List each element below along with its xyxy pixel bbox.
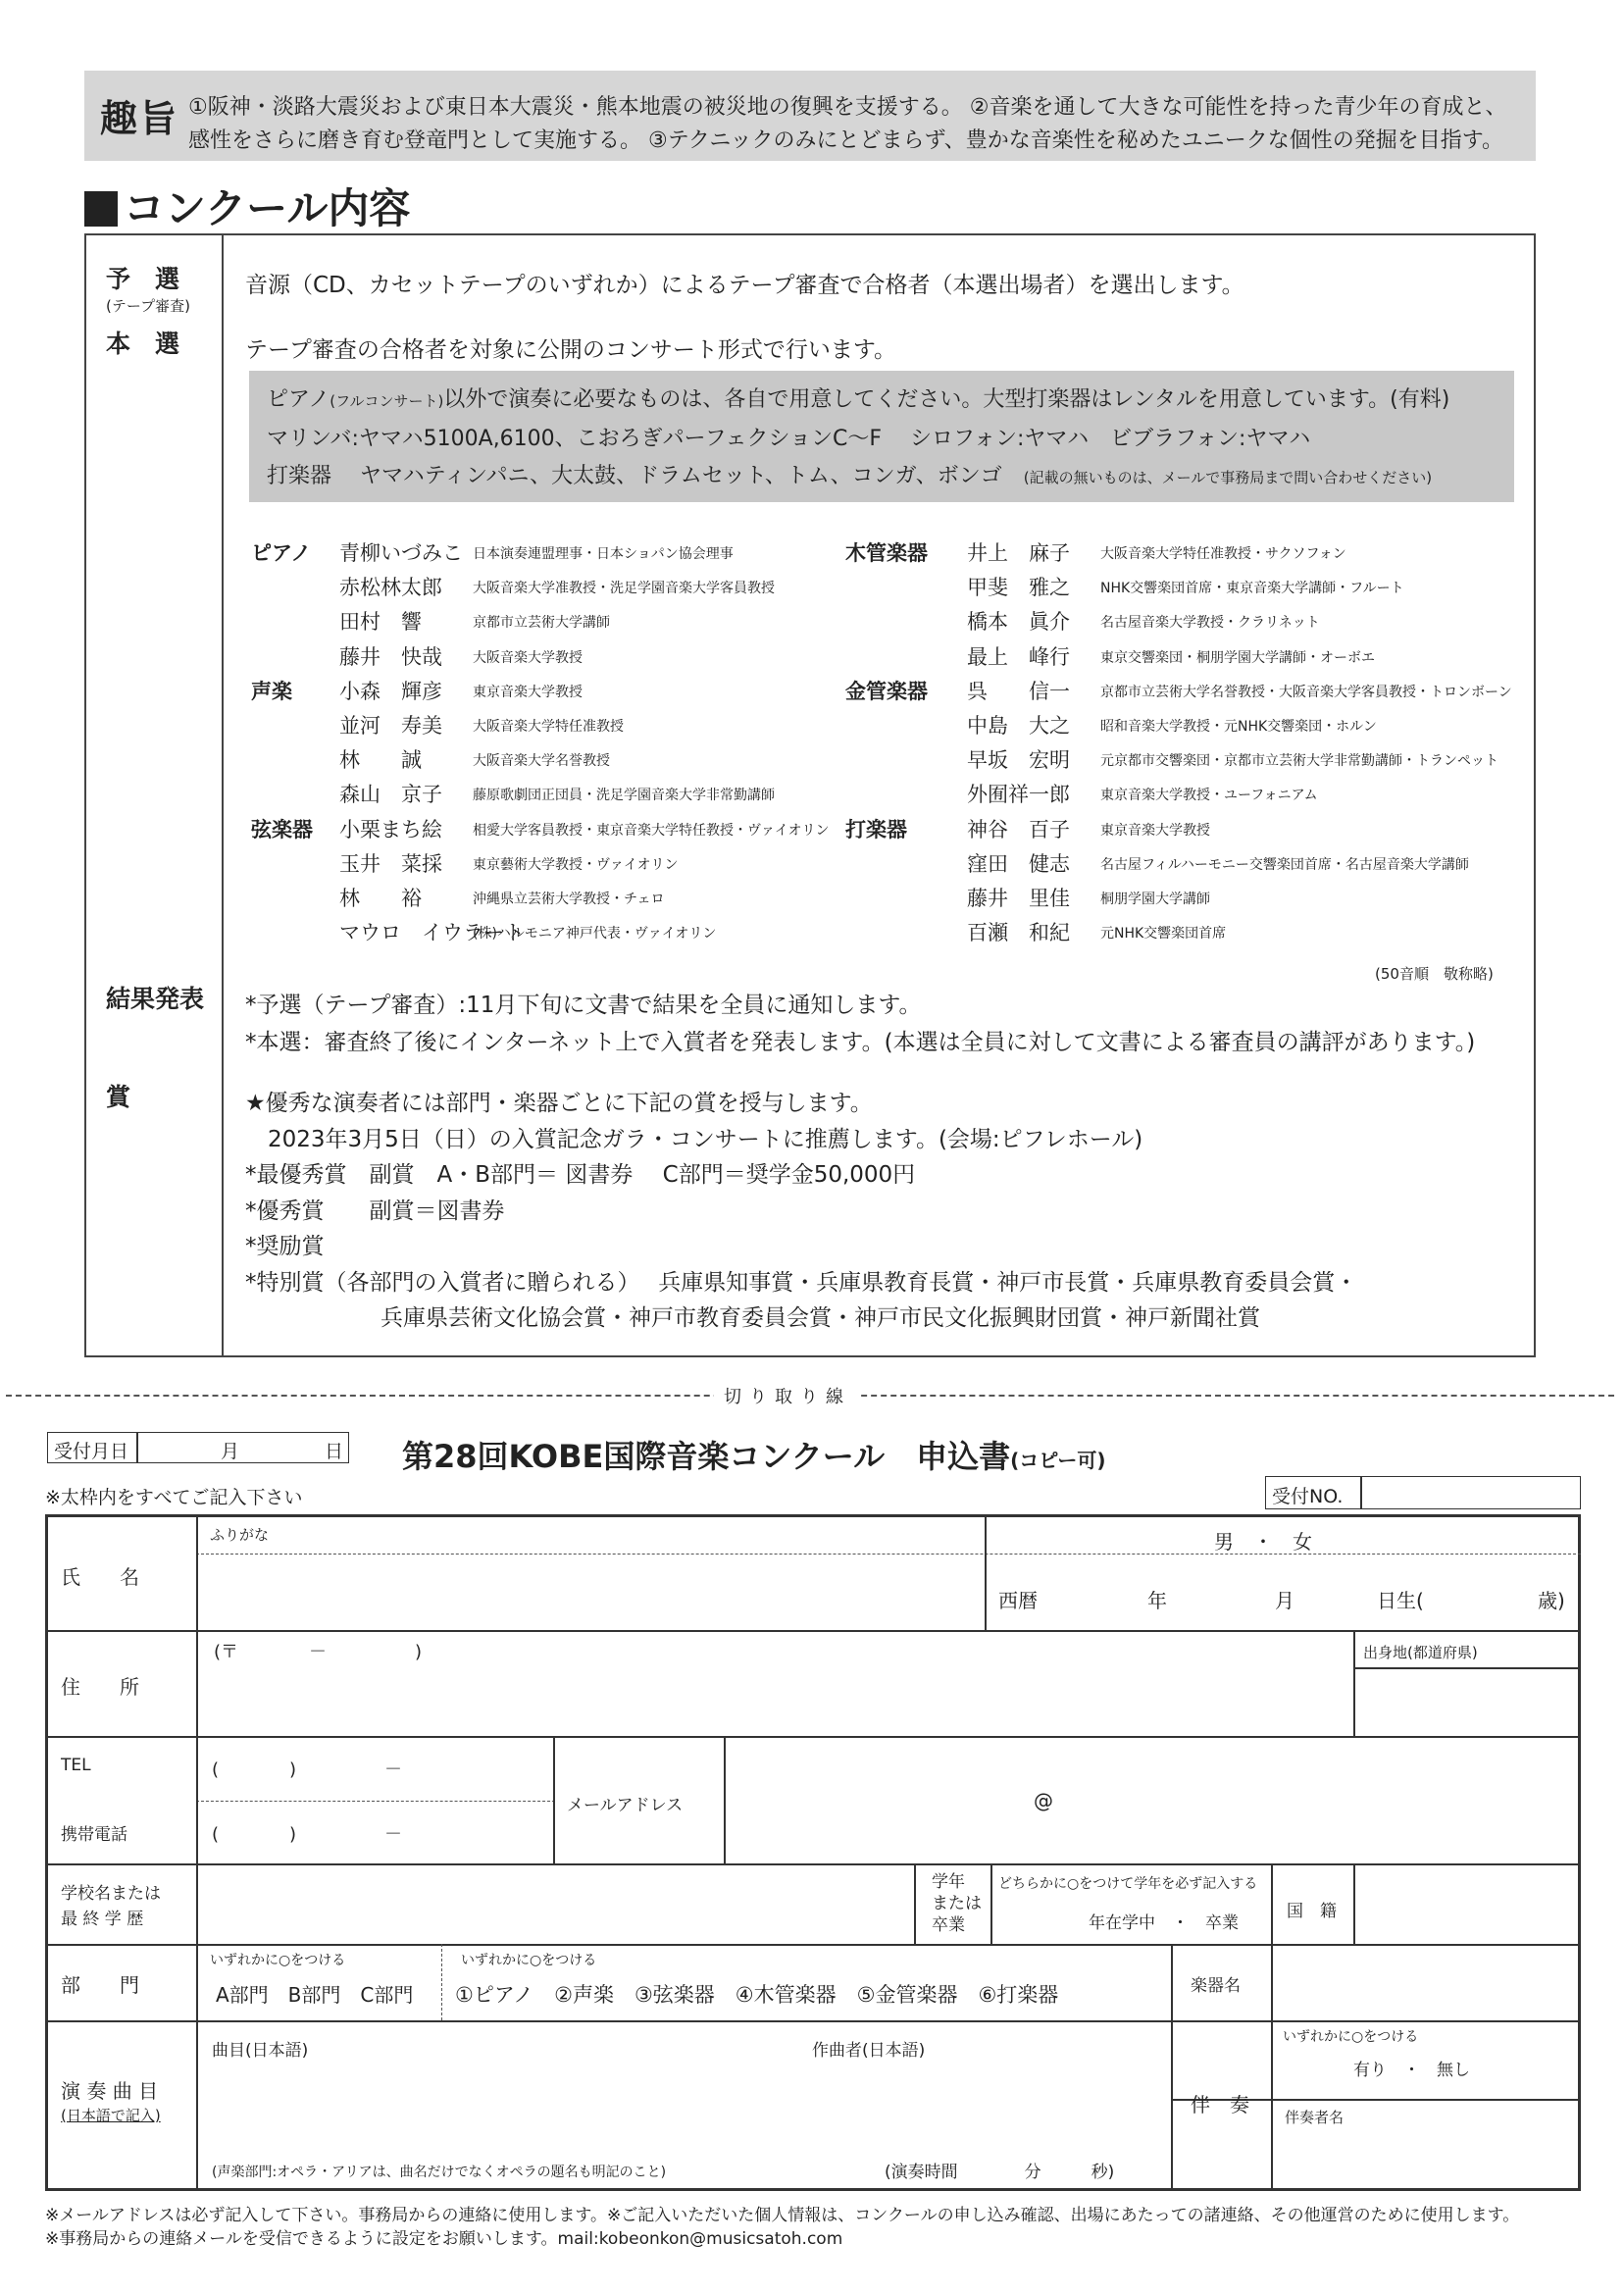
prize-line: 2023年3月5日（日）の入賞記念ガラ・コンサートに推薦します。(会場:ピフレホール)	[245, 1126, 1143, 1152]
department-label: 部 門	[61, 1973, 139, 1997]
result-label: 結果発表	[106, 985, 205, 1013]
gender-options[interactable]: 男 ・ 女	[1214, 1530, 1312, 1554]
judge-category: 弦楽器	[251, 817, 313, 841]
judge-name: 森山 京子	[339, 783, 442, 807]
form-line	[724, 1736, 726, 1863]
judge-description: 東京藝術大学教授・ヴァイオリン	[473, 856, 679, 873]
form-dash-line	[196, 1801, 555, 1802]
judge-name: 田村 響	[339, 610, 422, 635]
birth-day: 日生(	[1377, 1589, 1424, 1612]
judge-description: 京都市立芸術大学講師	[473, 615, 610, 632]
judge-description: 東京音楽大学教授	[473, 684, 583, 700]
duration-field[interactable]: (演奏時間 分 秒)	[885, 2163, 1115, 2182]
prize-line: *特別賞（各部門の入賞者に贈られる） 兵庫県知事賞・兵庫県教育長賞・神戸市長賞・兵庫県教育委員会賞・	[245, 1269, 1358, 1296]
judge-name: 林 誠	[339, 748, 422, 773]
judge-description: 京都市立芸術大学名誉教授・大阪音楽大学客員教授・トロンボーン	[1100, 684, 1512, 700]
form-dash-line	[441, 1944, 442, 2020]
accompaniment-note: いずれかに○をつける	[1283, 2029, 1419, 2045]
judge-description: 昭和音楽大学教授・元NHK交響楽団・ホルン	[1100, 719, 1377, 735]
judge-description: 東京交響楽団・桐朋学園大学講師・オーボエ	[1100, 649, 1375, 666]
prelim-text: 音源（CD、カセットテープのいずれか）によるテープ審査で合格者（本選出場者）を選出します。	[245, 273, 1244, 298]
purpose-banner	[84, 71, 1536, 161]
judge-name: 窪田 健志	[967, 851, 1070, 876]
prize-label: 賞	[106, 1083, 131, 1111]
section-marker	[84, 191, 118, 227]
receipt-number-divider	[1360, 1477, 1362, 1508]
form-line	[45, 2020, 1581, 2022]
form-line	[45, 1630, 1581, 1632]
piece-note: (声楽部門:オペラ・アリアは、曲名だけでなくオペラの題名も明記のこと)	[212, 2165, 667, 2180]
judge-name: 外囿祥一郎	[967, 783, 1070, 807]
accompaniment-label: 伴 奏	[1191, 2093, 1249, 2116]
piece-sub-label: (日本語で記入)	[61, 2107, 161, 2124]
form-line	[1353, 1667, 1581, 1669]
judge-description: 名古屋フィルハーモニー交響楽団首席・名古屋音楽大学講師	[1100, 856, 1469, 873]
cut-label: 切り取り線	[714, 1383, 861, 1408]
fill-note: ※太枠内をすべてご記入下さい	[45, 1487, 303, 1508]
judge-description: NHK交響楽団首席・東京音楽大学講師・フルート	[1100, 581, 1404, 597]
instrument-note: いずれかに○をつける	[461, 1953, 597, 1968]
instrument-info-line-1: ピアノ(フルコンサート)以外で演奏に必要なものは、各自で用意してください。大型打楽器はレンタルを用意しています。(有料)	[267, 387, 1450, 412]
final-text: テープ審査の合格者を対象に公開のコンサート形式で行います。	[245, 337, 897, 363]
address-label: 住 所	[61, 1675, 139, 1699]
result-line-2: *本選：審査終了後にインターネット上で入賞者を発表します。(本選は全員に対して文書による審査員の講評があります。)	[245, 1030, 1476, 1055]
judge-description: 日本演奏連盟理事・日本ショパン協会理事	[473, 546, 734, 562]
accompanist-name-label: 伴奏者名	[1285, 2109, 1345, 2126]
instrument-options[interactable]: ①ピアノ ②声楽 ③弦楽器 ④木管楽器 ⑤金管楽器 ⑥打楽器	[455, 1983, 1059, 2007]
form-line	[45, 1863, 1581, 1865]
final-label: 本 選	[106, 330, 180, 358]
judge-description: 元京都市交響楽団・京都市立芸術大学非常勤講師・トランペット	[1100, 753, 1498, 770]
judge-name: 橋本 眞介	[967, 610, 1070, 635]
receipt-month: 月	[221, 1441, 240, 1462]
form-line	[553, 1736, 555, 1863]
judge-description: 大阪音楽大学特任准教授・サクソフォン	[1100, 546, 1346, 562]
email-field[interactable]: @	[1034, 1789, 1053, 1812]
origin-label: 出身地(都道府県)	[1363, 1644, 1478, 1661]
mobile-field[interactable]: ( ) －	[212, 1824, 403, 1845]
birth-age: 歳)	[1538, 1589, 1565, 1612]
judge-name: 早坂 宏明	[967, 748, 1070, 773]
form-line	[1353, 1863, 1355, 1944]
composer-label: 作曲者(日本語)	[812, 2041, 926, 2061]
accompaniment-options[interactable]: 有り ・ 無し	[1353, 2061, 1470, 2080]
prize-line: ★優秀な演奏者には部門・楽器ごとに下記の賞を授与します。	[245, 1091, 873, 1116]
name-input[interactable]	[206, 1540, 971, 1626]
judge-name: 藤井 里佳	[967, 887, 1070, 910]
grade-note: どちらかに○をつけて学年を必ず記入する	[998, 1876, 1258, 1892]
school-label-1: 学校名または	[61, 1884, 161, 1904]
receipt-number-label: 受付NO.	[1272, 1486, 1344, 1507]
section-title-text: コンクール内容	[124, 184, 411, 232]
judge-name: 井上 麻子	[967, 541, 1070, 565]
furigana-label: ふりがな	[210, 1526, 270, 1544]
judge-description: 沖縄県立芸術大学教授・チェロ	[473, 892, 665, 907]
instrument-info-line-2: マリンバ:ヤマハ5100A,6100、こおろぎパーフェクションC〜F シロフォン:ヤマハ ビブラフォン:ヤマハ	[267, 427, 1311, 451]
footer-line-2: ※事務局からの連絡メールを受信できるように設定をお願いします。mail:kobeonkon@musicsatoh.com	[45, 2229, 843, 2249]
form-line	[985, 1514, 987, 1630]
prize-line: *優秀賞 副賞＝図書券	[245, 1198, 505, 1224]
judge-name: 玉井 菜採	[339, 851, 442, 876]
judge-name: 神谷 百子	[967, 817, 1070, 841]
prelim-label: 予 選 (テープ審査)	[106, 265, 190, 315]
purpose-line-1: ①阪神・淡路大震災および東日本大震災・熊本地震の被災地の復興を支援する。 ②音楽を通して大きな可能性を持った青少年の育成と、	[188, 95, 1507, 120]
birth-year: 年	[1147, 1589, 1167, 1612]
receipt-date-box	[47, 1432, 349, 1463]
name-label: 氏 名	[61, 1565, 139, 1589]
form-line	[1271, 1863, 1273, 1944]
judge-description: 東京音楽大学教授	[1100, 822, 1210, 839]
judge-name: 中島 大之	[967, 714, 1070, 738]
judges-note: (50音順 敬称略)	[1375, 965, 1494, 983]
tel-field[interactable]: ( ) －	[212, 1759, 403, 1780]
footer-line-1: ※メールアドレスは必ず記入して下さい。事務局からの連絡に使用します。※ご記入いただいた個人情報は、コンクールの申し込み確認、出場にあたっての諸連絡、その他運営のために使用します。	[45, 2206, 1520, 2225]
judge-description: 大阪音楽大学准教授・洗足学園音楽大学客員教授	[473, 581, 775, 597]
result-line-1: *予選（テープ審査）:11月下旬に文書で結果を全員に通知します。	[245, 993, 922, 1018]
form-line	[1171, 1944, 1173, 2191]
form-line	[1353, 1630, 1355, 1736]
judge-name: 最上 峰行	[967, 644, 1070, 669]
instrument-name-label: 楽器名	[1191, 1976, 1241, 1996]
judge-name: 甲斐 雅之	[967, 576, 1070, 600]
judge-category: 声楽	[251, 679, 292, 703]
department-note: いずれかに○をつける	[210, 1953, 346, 1968]
judge-name: 百瀬 和紀	[967, 921, 1070, 945]
purpose-line-2: 感性をさらに磨き育む登竜門として実施する。 ③テクニックのみにとどまらず、豊かな音楽性を秘めたユニークな個性の発掘を目指す。	[188, 128, 1504, 153]
form-line	[45, 1736, 1581, 1738]
form-line	[990, 1863, 992, 1944]
receipt-number-box	[1265, 1476, 1581, 1509]
judge-description: 名古屋音楽大学教授・クラリネット	[1100, 615, 1320, 632]
prize-line: 兵庫県芸術文化協会賞・神戸市教育委員会賞・神戸市民文化振興財団賞・神戸新聞社賞	[245, 1305, 1260, 1331]
form-line	[45, 1944, 1581, 1946]
prize-line: *最優秀賞 副賞 A・B部門＝ 図書券 C部門＝奨学金50,000円	[245, 1162, 916, 1188]
instrument-info-line-3: 打楽器 ヤマハティンパニ、大太鼓、ドラムセット、トム、コンガ、ボンゴ (記載の無いものは、メールで事務局まで問い合わせください)	[267, 464, 1433, 488]
judge-description: (株)ハルモニア神戸代表・ヴァイオリン	[473, 926, 717, 943]
instrument-info-box	[249, 371, 1514, 502]
judge-name: 並河 寿美	[339, 714, 442, 738]
tel-label: TEL	[61, 1756, 91, 1775]
judge-name: 小森 輝彦	[339, 679, 442, 703]
email-label: メールアドレス	[567, 1796, 684, 1815]
judge-description: 大阪音楽大学教授	[473, 649, 583, 666]
form-line	[196, 1514, 198, 2191]
nationality-label: 国 籍	[1287, 1902, 1337, 1921]
receipt-day: 日	[325, 1441, 344, 1462]
piece-title-label: 曲目(日本語)	[212, 2041, 309, 2061]
section-title	[84, 177, 410, 235]
judge-name: 赤松林太郎	[339, 576, 442, 600]
judge-description: 大阪音楽大学特任准教授	[473, 719, 624, 735]
birth-month: 月	[1275, 1589, 1294, 1612]
judge-name: 林 裕	[339, 887, 422, 910]
piece-label: 演 奏 曲 目	[61, 2079, 159, 2103]
judge-category: 打楽器	[845, 817, 907, 841]
prize-line: *奨励賞	[245, 1234, 325, 1259]
judge-category: 木管楽器	[845, 541, 928, 565]
form-line	[914, 1863, 916, 1944]
purpose-label: 趣旨	[100, 97, 179, 140]
judge-description: 東京音楽大学教授・ユーフォニアム	[1100, 788, 1318, 804]
postal-code-field[interactable]: (〒 － )	[214, 1642, 423, 1662]
receipt-date-label: 受付月日	[54, 1441, 129, 1462]
judge-description: 元NHK交響楽団首席	[1100, 926, 1227, 943]
grade-label: 学年 または 卒業	[932, 1872, 982, 1935]
judge-description: 相愛大学客員教授・東京音楽大学特任教授・ヴァイオリン	[473, 822, 830, 839]
judge-name: マウロ イウラート	[339, 921, 525, 945]
contest-details-divider	[222, 233, 224, 1357]
mobile-label: 携帯電話	[61, 1825, 127, 1845]
birth-era: 西暦	[998, 1589, 1038, 1612]
school-label-2: 最 終 学 歴	[61, 1910, 144, 1929]
judge-category: ピアノ	[251, 541, 312, 565]
judge-description: 桐朋学園大学講師	[1100, 892, 1210, 907]
judge-description: 藤原歌劇団正団員・洗足学園音楽大学非常勤講師	[473, 788, 775, 804]
judge-category: 金管楽器	[845, 679, 928, 703]
judge-name: 小栗まち絵	[339, 817, 442, 841]
form-line	[1271, 1944, 1273, 2191]
grade-options[interactable]: 年在学中 ・ 卒業	[1089, 1913, 1239, 1933]
judge-name: 呉 信一	[967, 679, 1070, 703]
judge-description: 大阪音楽大学名誉教授	[473, 753, 610, 770]
judge-name: 藤井 快哉	[339, 644, 442, 669]
receipt-date-divider	[136, 1433, 138, 1462]
form-title: 第28回KOBE国際音楽コンクール 申込書(コピー可)	[402, 1438, 1106, 1475]
department-options[interactable]: A部門 B部門 C部門	[216, 1983, 414, 2007]
judge-name: 青柳いづみこ	[339, 541, 463, 565]
